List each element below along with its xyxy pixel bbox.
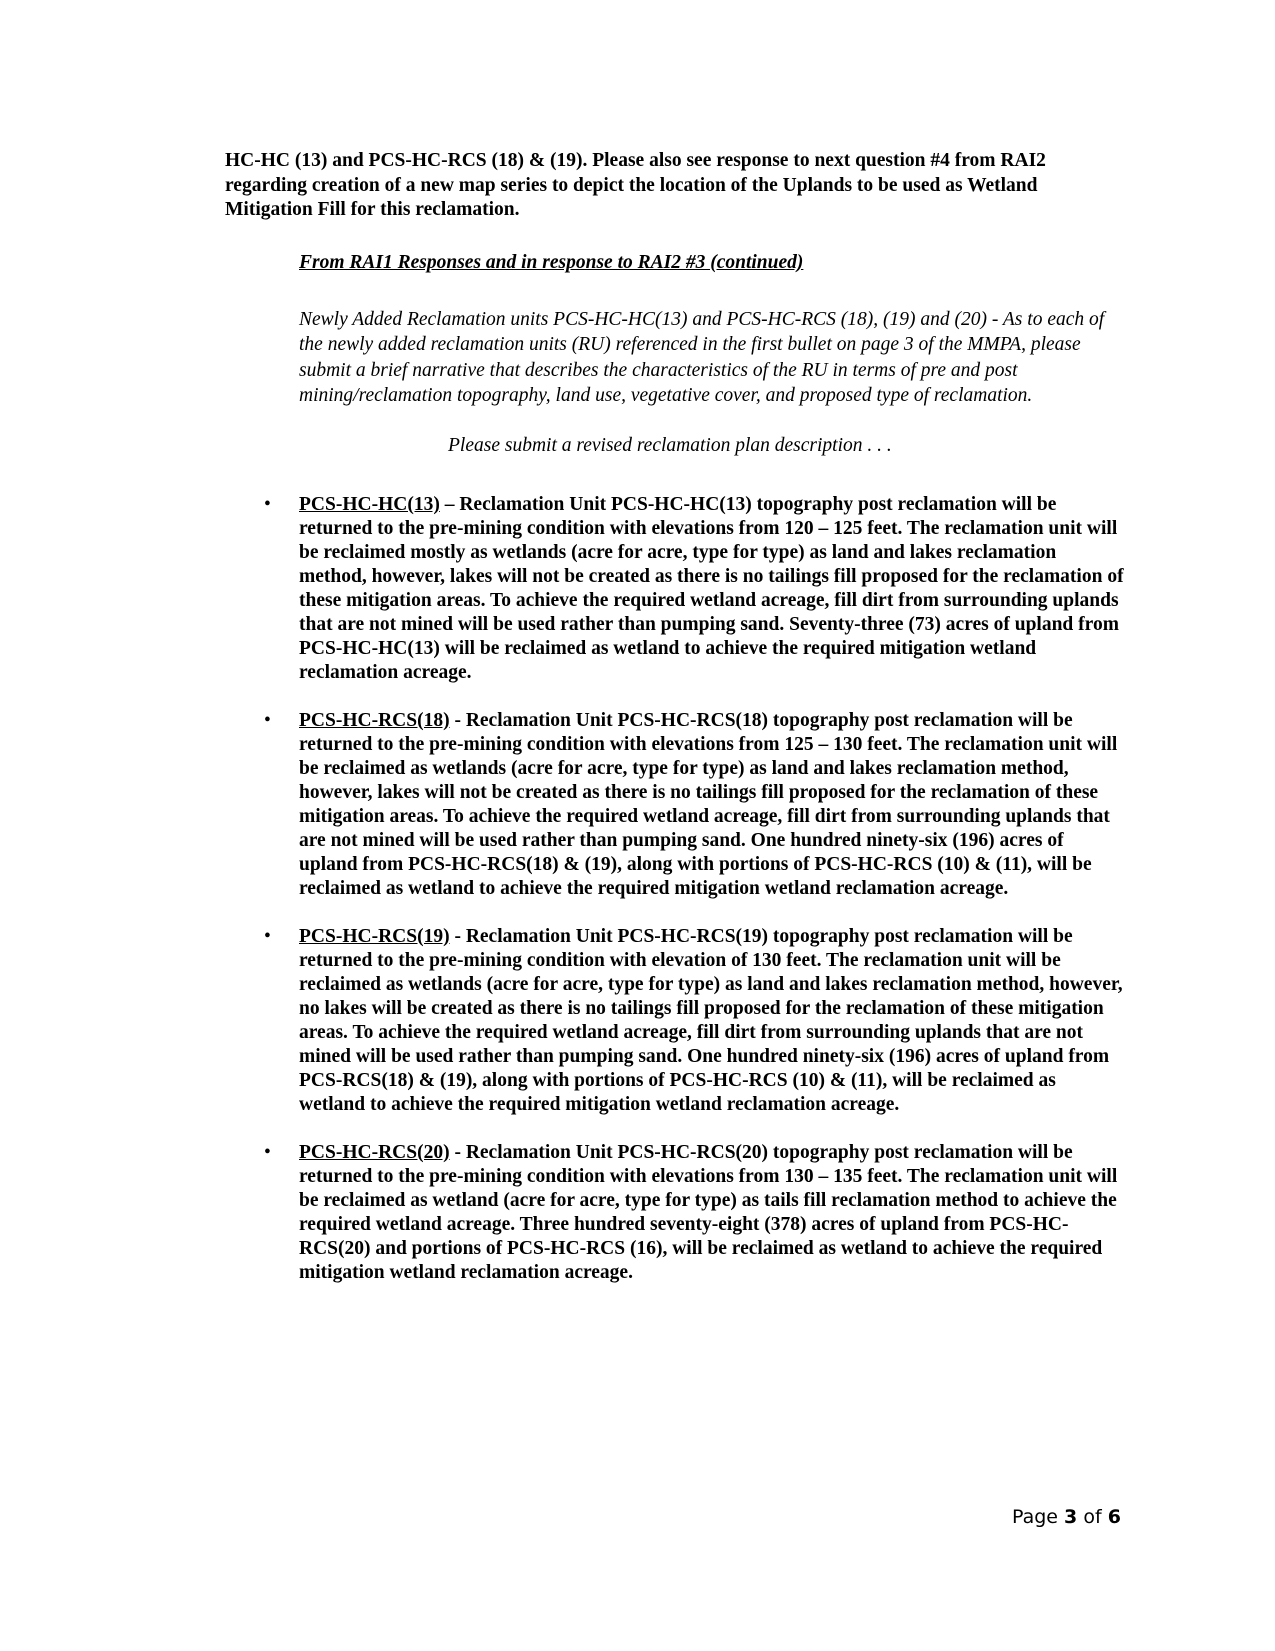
page-word: Page <box>1012 1506 1058 1528</box>
list-item <box>264 493 1126 685</box>
unit-name: PCS-HC-RCS(19) <box>299 926 450 947</box>
list-item <box>264 1141 1126 1285</box>
list-item <box>264 925 1126 1117</box>
quote-heading: From RAI1 Responses and in response to RAI2 #3 (continued) <box>299 252 804 273</box>
unit-description: - Reclamation Unit PCS-HC-RCS(18) topography post reclamation will be returned to the pre-mining condition with elevations from 125 – 130 feet. The reclamation unit will be reclaimed as wetlands (acre for acre, type for type) as land and lakes reclamation method, however, lakes will not be created as there is no tailings fill proposed for the reclamation of these mitigation areas. To achieve the required wetland acreage, fill dirt from surrounding uplands that are not mined will be used rather than pumping sand. One hundred ninety-six (196) acres of upland from PCS-HC-RCS(18) & (19), along with portions of PCS-HC-RCS (10) & (11), will be reclaimed as wetland to achieve the required mitigation wetland reclamation acreage. <box>299 710 1118 899</box>
of-word: of <box>1083 1506 1102 1528</box>
unit-name: PCS-HC-RCS(18) <box>299 710 450 731</box>
quote-subline: Please submit a revised reclamation plan description . . . <box>448 435 892 456</box>
current-page-number: 3 <box>1064 1506 1078 1528</box>
total-pages-number: 6 <box>1107 1506 1121 1528</box>
intro-paragraph: HC-HC (13) and PCS-HC-RCS (18) & (19). Please also see response to next question #4 from RAI2 regarding creation of a new map series to depict the location of the Uplands to be used as Wetland Mitigation Fill for this reclamation. <box>225 150 1046 220</box>
unit-description: - Reclamation Unit PCS-HC-RCS(19) topography post reclamation will be returned to the pre-mining condition with elevation of 130 feet. The reclamation unit will be reclaimed as wetlands (acre for acre, type for type) as land and lakes reclamation method, however, no lakes will be created as there is no tailings fill proposed for the reclamation of these mitigation areas. To achieve the required wetland acreage, fill dirt from surrounding uplands that are not mined will be used rather than pumping sand. One hundred ninety-six (196) acres of upland from PCS-RCS(18) & (19), along with portions of PCS-HC-RCS (10) & (11), will be reclaimed as wetland to achieve the required mitigation wetland reclamation acreage. <box>299 926 1123 1115</box>
list-item <box>264 709 1126 901</box>
bullet-icon: • <box>264 710 271 731</box>
bullet-icon: • <box>264 494 271 515</box>
unit-name: PCS-HC-RCS(20) <box>299 1142 450 1163</box>
bullet-icon: • <box>264 926 271 947</box>
unit-description: – Reclamation Unit PCS-HC-HC(13) topography post reclamation will be returned to the pre-mining condition with elevations from 120 – 125 feet. The reclamation unit will be reclaimed mostly as wetlands (acre for acre, type for type) as land and lakes reclamation method, however, lakes will not be created as there is no tailings fill proposed for the reclamation of these mitigation areas. To achieve the required wetland acreage, fill dirt from surrounding uplands that are not mined will be used rather than pumping sand. Seventy-three (73) acres of upland from PCS-HC-HC(13) will be reclaimed as wetland to achieve the required mitigation wetland reclamation acreage. <box>299 494 1124 683</box>
page-number-footer <box>1012 1506 1121 1528</box>
quote-body: Newly Added Reclamation units PCS-HC-HC(13) and PCS-HC-RCS (18), (19) and (20) - As to each of the newly added reclamation units (RU) referenced in the first bullet on page 3 of the MMPA, please submit a brief narrative that describes the characteristics of the RU in terms of pre and post mining/reclamation topography, land use, vegetative cover, and proposed type of reclamation. <box>299 309 1105 406</box>
unit-name: PCS-HC-HC(13) <box>299 494 440 515</box>
reclamation-unit-list <box>264 493 1126 1309</box>
unit-description: - Reclamation Unit PCS-HC-RCS(20) topography post reclamation will be returned to the pre-mining condition with elevations from 130 – 135 feet. The reclamation unit will be reclaimed as wetland (acre for acre, type for type) as tails fill reclamation method to achieve the required wetland acreage. Three hundred seventy-eight (378) acres of upland from PCS-HC-RCS(20) and portions of PCS-HC-RCS (16), will be reclaimed as wetland to achieve the required mitigation wetland reclamation acreage. <box>299 1142 1118 1283</box>
bullet-icon: • <box>264 1142 271 1163</box>
